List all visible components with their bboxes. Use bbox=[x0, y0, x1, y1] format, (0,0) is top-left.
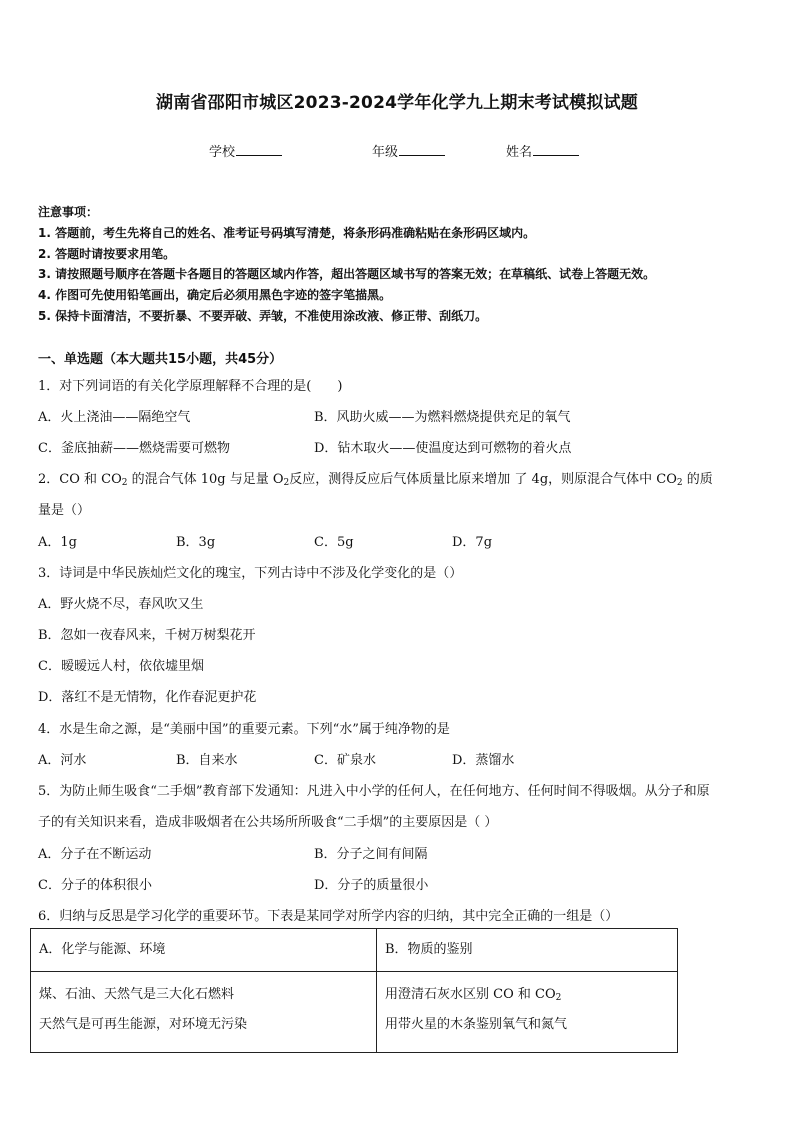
q6-table-cell-b bbox=[377, 972, 678, 1053]
q4-option-d[interactable]: D．蒸馏水 bbox=[452, 753, 515, 768]
question-2-stem-line2: 量是（） bbox=[38, 503, 91, 518]
name-label: 姓名 bbox=[506, 145, 533, 160]
q1-option-c[interactable]: C．釜底抽薪——燃烧需要可燃物 bbox=[38, 441, 230, 456]
school-field bbox=[209, 141, 282, 160]
name-field bbox=[506, 141, 579, 160]
q4-option-c[interactable]: C．矿泉水 bbox=[314, 753, 376, 768]
q5-option-a[interactable]: A．分子在不断运动 bbox=[38, 847, 152, 862]
question-6-stem: 6．归纳与反思是学习化学的重要环节。下表是某同学对所学内容的归纳，其中完全正确的一组是（） bbox=[38, 909, 619, 924]
grade-field bbox=[372, 141, 445, 160]
q2-option-c[interactable]: C．5g bbox=[314, 535, 354, 550]
question-4-stem: 4．水是生命之源，是“美丽中国”的重要元素。下列“水”属于纯净物的是 bbox=[38, 722, 450, 737]
q6-cell-text: 用澄清石灰水区别 CO 和 CO bbox=[385, 987, 556, 1002]
q6-summary-table bbox=[30, 928, 678, 1053]
q6-cell-line bbox=[385, 980, 669, 1010]
q3-option-c[interactable]: C．暧暧远人村，依依墟里烟 bbox=[38, 659, 204, 674]
q1-option-d[interactable]: D．钻木取火——使温度达到可燃物的着火点 bbox=[314, 441, 572, 456]
grade-blank[interactable] bbox=[399, 143, 445, 156]
notice-item: 4. 作图可先使用铅笔画出，确定后必须用黑色字迹的签字笔描黑。 bbox=[38, 288, 392, 302]
q1-option-b[interactable]: B．风助火威——为燃料燃烧提供充足的氧气 bbox=[314, 410, 571, 425]
notice-item: 5. 保持卡面清洁，不要折暴、不要弄破、弄皱，不准使用涂改液、修正带、刮纸刀。 bbox=[38, 309, 488, 323]
q6-table-header-b[interactable]: B．物质的鉴别 bbox=[377, 929, 678, 972]
section-heading: 一、单选题（本大题共15小题，共45分） bbox=[38, 352, 283, 367]
school-blank[interactable] bbox=[236, 143, 282, 156]
question-5-stem: 5．为防止师生吸食“二手烟”教育部下发通知：凡进入中小学的任何人，在任何地方、任何时间不得吸烟。从分子和原 bbox=[38, 784, 710, 799]
school-label: 学校 bbox=[209, 145, 236, 160]
exam-title: 湖南省邵阳市城区2023-2024学年化学九上期末考试模拟试题 bbox=[156, 93, 638, 113]
q4-option-a[interactable]: A．河水 bbox=[38, 753, 87, 768]
notice-heading: 注意事项： bbox=[38, 205, 99, 219]
question-5-stem-line2: 子的有关知识来看，造成非吸烟者在公共场所所吸食“二手烟”的主要原因是（ ） bbox=[38, 815, 498, 830]
notice-item: 3. 请按照题号顺序在答题卡各题目的答题区域内作答，超出答题区域书写的答案无效；在草稿纸、试卷上答题无效。 bbox=[38, 267, 656, 281]
notice-item: 2. 答题时请按要求用笔。 bbox=[38, 247, 176, 261]
q6-cell-line: 用带火星的木条鉴别氧气和氮气 bbox=[385, 1017, 568, 1032]
q2-text: 2．CO 和 CO bbox=[38, 472, 122, 487]
q2-option-b[interactable]: B．3g bbox=[176, 535, 216, 550]
q2-option-d[interactable]: D．7g bbox=[452, 535, 493, 550]
q5-option-d[interactable]: D．分子的质量很小 bbox=[314, 878, 429, 893]
grade-label: 年级 bbox=[372, 145, 399, 160]
q2-subscript: 2 bbox=[676, 478, 683, 488]
q2-subscript: 2 bbox=[121, 478, 128, 488]
q2-text: 反应，测得反应后气体质量比原来增加 了 4g，则原混合气体中 CO bbox=[289, 472, 677, 487]
q6-cell-line: 煤、石油、天然气是三大化石燃料 bbox=[39, 987, 235, 1002]
q5-option-c[interactable]: C．分子的体积很小 bbox=[38, 878, 152, 893]
notice-item: 1. 答题前，考生先将自己的姓名、准考证号码填写清楚，将条形码准确粘贴在条形码区域内。 bbox=[38, 226, 536, 240]
q2-text: 的质 bbox=[682, 472, 713, 487]
q3-option-a[interactable]: A．野火烧不尽，春风吹又生 bbox=[38, 597, 204, 612]
q5-option-b[interactable]: B．分子之间有间隔 bbox=[314, 847, 428, 862]
question-3-stem: 3．诗词是中华民族灿烂文化的瑰宝，下列古诗中不涉及化学变化的是（） bbox=[38, 566, 463, 581]
question-1-stem: 1．对下列词语的有关化学原理解释不合理的是( ) bbox=[38, 379, 343, 394]
q4-option-b[interactable]: B．自来水 bbox=[176, 753, 238, 768]
q2-subscript: 2 bbox=[283, 478, 290, 488]
q6-table-header-a[interactable]: A．化学与能源、环境 bbox=[31, 929, 377, 972]
q3-option-d[interactable]: D．落红不是无情物，化作春泥更护花 bbox=[38, 690, 257, 705]
q2-option-a[interactable]: A．1g bbox=[38, 535, 77, 550]
q3-option-b[interactable]: B．忽如一夜春风来，千树万树梨花开 bbox=[38, 628, 256, 643]
name-blank[interactable] bbox=[533, 143, 579, 156]
q6-cell-subscript: 2 bbox=[555, 993, 562, 1003]
q6-table-cell-a bbox=[31, 972, 377, 1053]
q6-cell-line: 天然气是可再生能源，对环境无污染 bbox=[39, 1017, 248, 1032]
question-2-stem bbox=[38, 468, 713, 487]
q1-option-a[interactable]: A．火上浇油——隔绝空气 bbox=[38, 410, 191, 425]
q2-text: 的混合气体 10g 与足量 O bbox=[127, 472, 284, 487]
